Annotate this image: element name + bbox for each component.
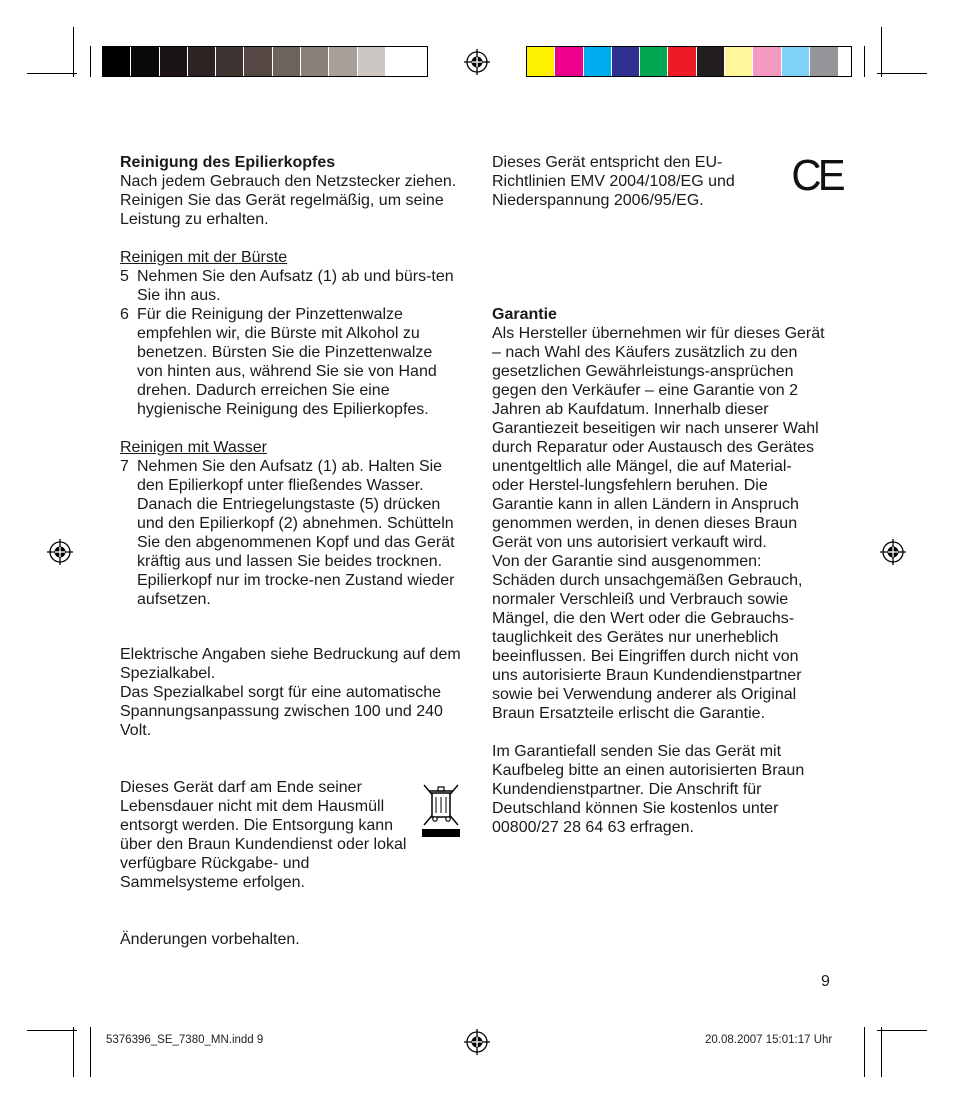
warranty-section — [492, 305, 827, 837]
color-swatch — [103, 47, 131, 76]
step-text: Nehmen Sie den Aufsatz (1) ab und bürs-ten Sie ihn aus. — [137, 268, 454, 304]
color-swatch — [810, 47, 838, 76]
crop-mark — [27, 1030, 77, 1031]
electrical-text: Das Spezialkabel sorgt für eine automatische Spannungsanpassung zwischen 100 und 240 Volt. — [120, 684, 443, 739]
color-swatch — [782, 47, 810, 76]
registration-mark-icon — [464, 49, 490, 75]
crop-mark — [90, 1027, 91, 1077]
eu-text: Dieses Gerät entspricht den EU-Richtlinien EMV 2004/108/EG und Niederspannung 2006/95/EG. — [492, 154, 735, 209]
grayscale-color-bar — [102, 46, 428, 77]
process-color-bar — [526, 46, 852, 77]
color-swatch — [612, 47, 640, 76]
crop-mark — [877, 73, 927, 74]
color-swatch — [329, 47, 357, 76]
registration-mark-icon — [47, 539, 73, 565]
cleaning-intro: Nach jedem Gebrauch den Netzstecker ziehen. Reinigen Sie das Gerät regelmäßig, um seine Leistung zu erhalten. — [120, 173, 457, 228]
step-number: 7 — [120, 458, 129, 475]
crop-mark — [881, 27, 882, 77]
color-swatch — [244, 47, 272, 76]
disposal-section — [120, 778, 415, 892]
color-swatch — [358, 47, 386, 76]
color-swatch — [584, 47, 612, 76]
color-swatch — [131, 47, 159, 76]
color-swatch — [555, 47, 583, 76]
registration-mark-icon — [880, 539, 906, 565]
color-swatch — [527, 47, 555, 76]
step-number: 5 — [120, 268, 129, 285]
weee-bin-icon — [420, 779, 462, 839]
color-swatch — [273, 47, 301, 76]
crop-mark — [881, 1027, 882, 1077]
list-item — [120, 305, 460, 419]
crop-mark — [864, 1027, 865, 1077]
crop-mark — [73, 1027, 74, 1077]
electrical-text: Elektrische Angaben siehe Bedruckung auf dem Spezialkabel. — [120, 646, 461, 682]
cleaning-heading: Reinigung des Epilierkopfes — [120, 154, 336, 171]
color-swatch — [386, 47, 414, 76]
warranty-text: Im Garantiefall senden Sie das Gerät mit Kaufbeleg bitte an einen autorisierten Braun Kundendienstpartner. Die Anschrift für Deutschland können Sie kostenlos unter 00800/27 28 64 63 erfragen. — [492, 743, 805, 836]
color-swatch — [640, 47, 668, 76]
color-swatch — [160, 47, 188, 76]
left-column — [120, 153, 460, 609]
electrical-section — [120, 645, 465, 740]
crop-mark — [73, 27, 74, 77]
warranty-heading: Garantie — [492, 306, 557, 323]
footer-filename: 5376396_SE_7380_MN.indd 9 — [106, 1034, 264, 1046]
ce-mark-icon: CE — [791, 151, 842, 200]
warranty-text: Als Hersteller übernehmen wir für dieses Gerät – nach Wahl des Käufers zusätzlich zu den gesetzlichen Gewährleistungs-ansprüchen gegen den Verkäufer – eine Garantie von 2 Jahren ab Kaufdatum. Innerhalb dieser Garantiezeit beseitigen wir nach unserer Wahl durch Reparatur oder Austausch des Gerätes unentgeltlich alle Mängel, die auf Material- oder Herstel-lungsfehlern beruhen. Die Garantie kann in allen Ländern in Anspruch genommen werden, in denen dieses Braun Gerät von uns autorisiert verkauft wird. — [492, 325, 825, 551]
list-item — [120, 267, 460, 305]
crop-mark — [90, 46, 91, 77]
warranty-text: Von der Garantie sind ausgenommen: Schäden durch unsachgemäßen Gebrauch, normaler Verschleiß und Verbrauch sowie Mängel, die den Wert oder die Gebrauchs-tauglichkeit des Gerätes nur unerheblich beeinflussen. Bei Eingriffen durch nicht von uns autorisierte Braun Kundendienstpartner sowie bei Verwendung anderer als Original Braun Ersatzteile erlischt die Garantie. — [492, 553, 803, 722]
brush-subheading: Reinigen mit der Bürste — [120, 249, 288, 266]
changes-note — [120, 930, 420, 949]
color-swatch — [697, 47, 725, 76]
color-swatch — [725, 47, 753, 76]
step-number: 6 — [120, 306, 129, 323]
color-swatch — [753, 47, 781, 76]
list-item — [120, 457, 460, 609]
color-swatch — [301, 47, 329, 76]
color-swatch — [216, 47, 244, 76]
disposal-text: Dieses Gerät darf am Ende seiner Lebensdauer nicht mit dem Hausmüll entsorgt werden. Die Entsorgung kann über den Braun Kundendienst oder lokal verfügbare Rückgabe- und Sammelsysteme erfolgen. — [120, 779, 407, 891]
step-text: Für die Reinigung der Pinzettenwalze empfehlen wir, die Bürste mit Alkohol zu benetzen. Bürsten Sie die Pinzettenwalze von hinten aus, während Sie sie von Hand drehen. Dadurch erreichen Sie eine hygienische Reinigung des Epilierkopfes. — [137, 306, 437, 418]
crop-mark — [27, 73, 77, 74]
crop-mark — [864, 46, 865, 77]
registration-mark-icon — [464, 1029, 490, 1055]
eu-conformity — [492, 153, 757, 210]
color-swatch — [668, 47, 696, 76]
crop-mark — [877, 1030, 927, 1031]
footer-timestamp: 20.08.2007 15:01:17 Uhr — [705, 1034, 833, 1046]
changes-text: Änderungen vorbehalten. — [120, 931, 300, 948]
water-subheading: Reinigen mit Wasser — [120, 439, 268, 456]
page-number: 9 — [821, 973, 830, 990]
step-text: Nehmen Sie den Aufsatz (1) ab. Halten Sie den Epilierkopf unter fließendes Wasser. Danach die Entriegelungstaste (5) drücken und den Epilierkopf (2) abnehmen. Schütteln Sie den abgenommenen Kopf und das Gerät kräftig aus und lassen Sie beides trocknen. Epilierkopf nur im trocke-nen Zustand wieder aufsetzen. — [137, 458, 455, 608]
color-swatch — [188, 47, 216, 76]
